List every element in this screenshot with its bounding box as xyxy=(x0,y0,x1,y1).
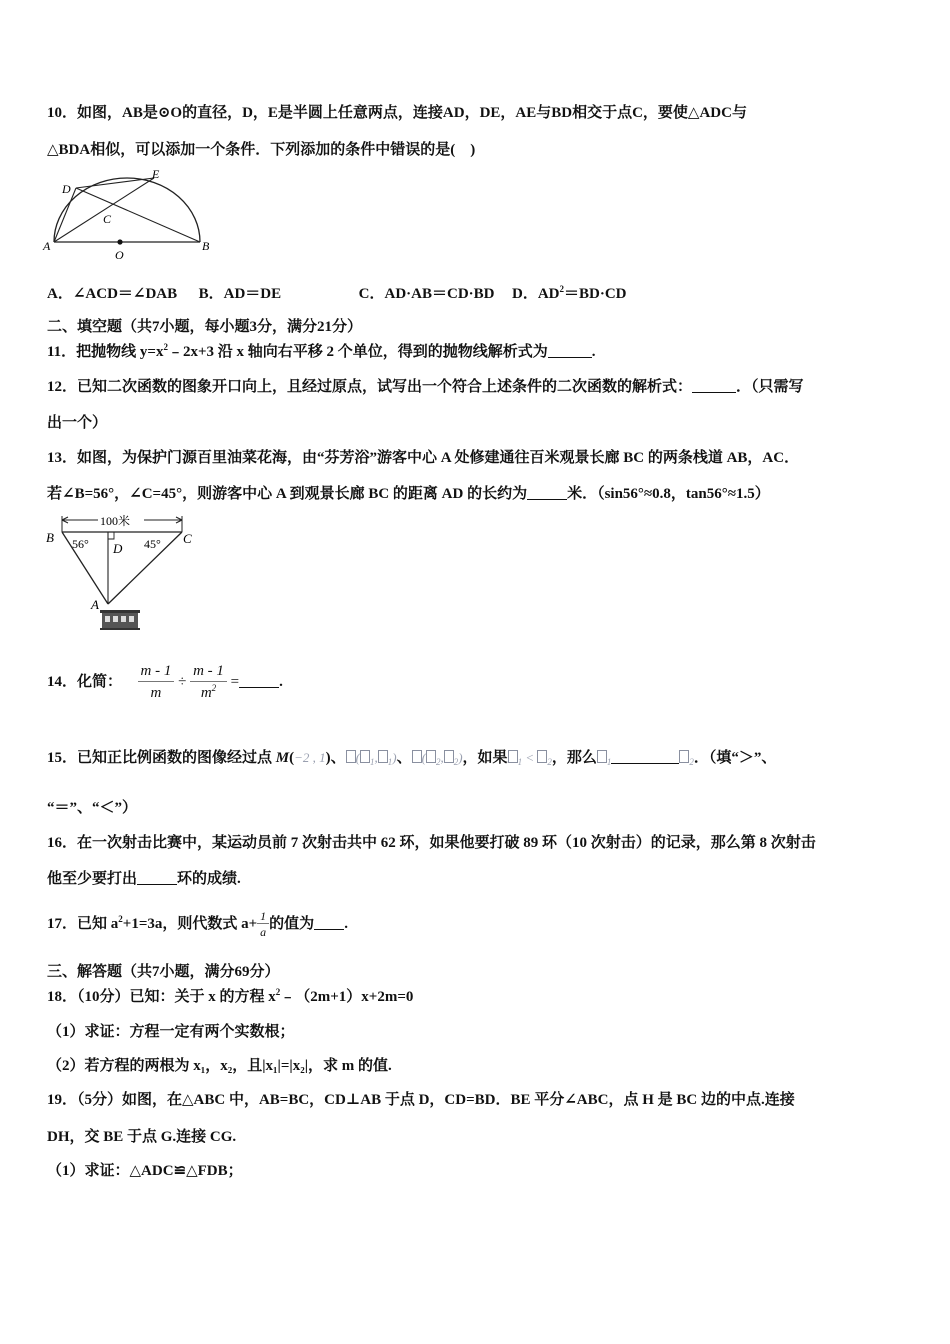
q14-text: 14．化简： $\frac{m - 1}{m}$ ÷ $\frac{m - 1}{m^2}$ = . xyxy=(47,660,283,704)
placeholder-icon xyxy=(444,750,454,763)
q10-option-c: C．AD·AB＝CD·BD xyxy=(358,286,495,302)
placeholder-icon xyxy=(597,750,607,763)
q13-label-d: D xyxy=(113,541,123,556)
q12-line2: 出一个） xyxy=(47,415,108,431)
q16-line2: 他至少要打出 环的成绩. xyxy=(47,871,241,887)
q10-option-d: D．$AD^2=BD\cdot CD$ xyxy=(512,284,627,302)
q10-option-b: B．AD＝DE xyxy=(198,286,282,302)
q13-label-angle-b: 56° xyxy=(72,537,89,551)
visitor-center-icon xyxy=(100,610,140,630)
q15-line2: “＝”、“＜”） xyxy=(47,800,138,816)
q10-label-e: E xyxy=(152,168,160,181)
placeholder-icon xyxy=(508,750,518,763)
q15-answer-blank[interactable] xyxy=(611,749,679,764)
q16-answer-blank[interactable] xyxy=(137,870,177,885)
placeholder-icon xyxy=(346,750,356,763)
q14-fraction-2: $\frac{m - 1}{m^2}$ xyxy=(190,661,227,704)
q14-answer-blank[interactable] xyxy=(239,673,279,688)
q10-line2: △BDA相似，可以添加一个条件．下列添加的条件中错误的是( ) xyxy=(47,142,476,158)
q16-line1: 16．在一次射击比赛中，某运动员前 7 次射击共中 62 环，如果他要打破 89 环（10 次射击）的记录，那么第 8 次射击 xyxy=(47,835,816,851)
q13-label-angle-c: 45° xyxy=(144,537,161,551)
q13-answer-blank[interactable] xyxy=(527,485,567,500)
q17-text: 17．已知 $a^2+1=3a$，则代数式 a+ $\frac{1}{a}$ 的值为 . xyxy=(47,909,348,940)
placeholder-icon xyxy=(378,750,388,763)
q13-triangle-figure xyxy=(42,512,202,634)
q14-fraction-1: $\frac{m - 1}{m}$ xyxy=(138,661,175,704)
q10-label-c: C xyxy=(103,212,112,226)
q19-part1: （1）求证：△ADC≌△FDB； xyxy=(47,1163,243,1179)
q13-label-b: B xyxy=(46,530,54,545)
q17-answer-blank[interactable] xyxy=(314,915,344,930)
q13-line2: 若∠B=56°，∠C=45°，则游客中心 A 到观景长廊 BC 的距离 AD 的长约为 米．（sin56°≈0.8，tan56°≈1.5） xyxy=(47,486,770,502)
q19-line2: DH，交 BE 于点 G.连接 CG. xyxy=(47,1129,237,1145)
placeholder-icon xyxy=(679,750,689,763)
q13-line1: 13．如图，为保护门源百里油菜花海，由“芬芳浴”游客中心 A 处修建通往百米观景长廊 BC 的两条栈道 AB，AC． xyxy=(47,450,800,466)
q11-answer-blank[interactable] xyxy=(548,343,592,358)
q18-part1: （1）求证：方程一定有两个实数根； xyxy=(47,1024,295,1040)
q17-fraction: $\frac{1}{a}$ xyxy=(257,909,269,940)
q10-label-d: D xyxy=(62,182,71,196)
q15-point-m-coords: −2 , 1 xyxy=(294,750,326,765)
q18-part2: （2）若方程的两根为 x₁，x₂，且|x₁|=|x₂|，求 m 的值. xyxy=(47,1058,392,1074)
q10-label-a: A xyxy=(43,239,51,253)
q10-options xyxy=(47,284,627,304)
q11-text: 11．把抛物线 $y=x^2﹣2x+3$ 沿 x 轴向右平移 2 个单位，得到的抛物线解析式为 . xyxy=(47,342,596,360)
q13-label-distance: 100米 xyxy=(100,514,131,528)
q19-line1: 19．（5分）如图，在△ABC 中，AB=BC，CD⊥AB 于点 D，CD=BD．BE 平分∠ABC，点 H 是 BC 边的中点.连接 xyxy=(47,1092,795,1108)
q10-line1: 10．如图，AB是⊙O的直径，D，E是半圆上任意两点，连接AD，DE，AE与BD相交于点C，要使△ADC与 xyxy=(47,105,747,121)
section3-heading: 三、解答题（共7小题，满分69分） xyxy=(47,964,280,980)
q10-label-b: B xyxy=(202,239,210,253)
q15-line1: 15．已知正比例函数的图像经过点 M(−2 , 1)、 ( $_1$, $_1$)、 ( $_2$, $_2$)，如果 $_1$ < $_2$，那么 $_1$ $_2$．（填“＞”、 xyxy=(47,750,777,767)
q13-label-a: A xyxy=(91,597,99,612)
q10-label-o: O xyxy=(115,248,124,262)
q12-line1: 12．已知二次函数的图象开口向上，且经过原点，试写出一个符合上述条件的二次函数的解析式： ．（只需写 xyxy=(47,379,804,395)
q10-option-a: A．∠ACD＝∠DAB xyxy=(47,286,178,302)
placeholder-icon xyxy=(360,750,370,763)
q18-line1: 18．（10分）已知：关于 x 的方程 $x^2﹣(2m+1)x+2m=0$ xyxy=(47,987,414,1005)
placeholder-icon xyxy=(412,750,422,763)
q10-semicircle-figure xyxy=(40,168,215,263)
section2-heading: 二、填空题（共7小题，每小题3分，满分21分） xyxy=(47,319,363,335)
q12-answer-blank[interactable] xyxy=(692,378,736,393)
placeholder-icon xyxy=(426,750,436,763)
placeholder-icon xyxy=(537,750,547,763)
q13-label-c: C xyxy=(183,531,192,546)
